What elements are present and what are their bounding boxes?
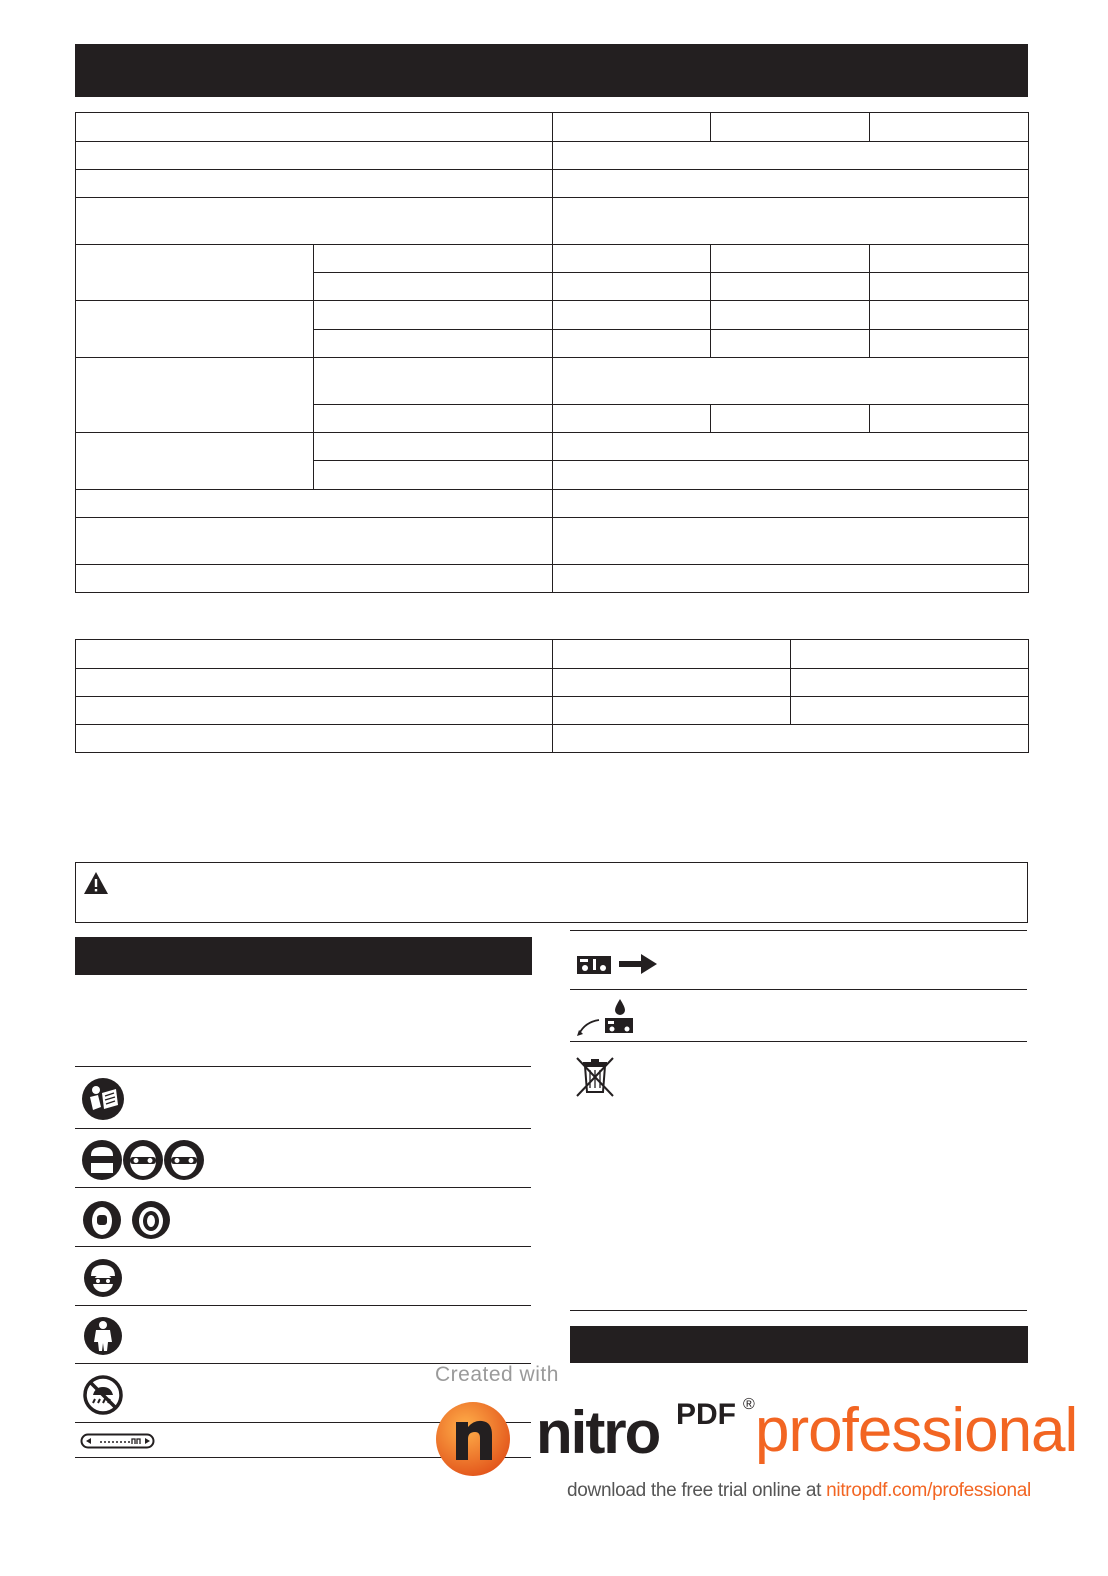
table-cell [76, 640, 553, 669]
divider [570, 930, 1027, 931]
table-cell [76, 198, 553, 245]
table-cell [76, 490, 553, 518]
table-cell [76, 565, 553, 593]
table-cell [711, 245, 870, 273]
table-cell [791, 697, 1029, 725]
battery-table [75, 639, 1029, 753]
watermark-registered: ® [743, 1396, 755, 1413]
table-cell [76, 170, 553, 198]
table-cell [711, 405, 870, 433]
table-cell [553, 113, 711, 142]
table-cell [870, 330, 1029, 358]
table-cell [314, 273, 553, 301]
watermark-brand: nitro [536, 1399, 660, 1466]
table-cell [870, 113, 1029, 142]
table-cell [711, 330, 870, 358]
watermark-product: professional [755, 1396, 1078, 1465]
table-cell [553, 330, 711, 358]
divider [75, 1066, 531, 1067]
table-cell [711, 273, 870, 301]
table-cell [76, 518, 553, 565]
table-cell [314, 358, 553, 405]
warning-box [75, 862, 1028, 923]
table-cell [791, 669, 1029, 697]
protective-clothing-icon [83, 1316, 123, 1356]
divider [75, 1128, 531, 1129]
divider [570, 1310, 1027, 1311]
table-cell [553, 669, 791, 697]
table-cell [553, 725, 1029, 753]
specifications-table [75, 112, 1029, 593]
section-bar [570, 1326, 1028, 1363]
table-cell [76, 301, 314, 358]
table-cell [76, 358, 314, 433]
table-cell [76, 433, 314, 490]
helmet-icon [83, 1258, 123, 1298]
table-cell [870, 405, 1029, 433]
table-cell [314, 330, 553, 358]
crossed-bin-icon [575, 1056, 615, 1098]
watermark-brand-super: PDF [676, 1398, 736, 1431]
table-cell [553, 301, 711, 330]
table-cell [553, 433, 1029, 461]
watermark-download-link[interactable]: nitropdf.com/professional [826, 1480, 1031, 1501]
table-cell [553, 490, 1029, 518]
table-cell [553, 640, 791, 669]
table-cell [870, 273, 1029, 301]
table-cell [76, 113, 553, 142]
table-cell [314, 461, 553, 490]
table-cell [711, 113, 870, 142]
eye-protection-icon [81, 1139, 205, 1181]
table-cell [314, 245, 553, 273]
table-cell [76, 142, 553, 170]
table-cell [76, 245, 314, 301]
warning-triangle-icon [83, 871, 109, 895]
table-cell [76, 725, 553, 753]
table-cell [791, 640, 1029, 669]
table-cell [553, 405, 711, 433]
table-cell [553, 697, 791, 725]
table-cell [314, 405, 553, 433]
divider [75, 1187, 531, 1188]
divider [570, 989, 1027, 990]
table-cell [553, 461, 1029, 490]
table-cell [870, 301, 1029, 330]
table-cell [870, 245, 1029, 273]
table-cell [553, 198, 1029, 245]
header-bar [75, 44, 1028, 97]
table-cell [314, 433, 553, 461]
watermark-download-prefix: download the free trial online at [567, 1480, 827, 1501]
nitro-logo-icon [434, 1400, 512, 1478]
table-cell [553, 170, 1029, 198]
oil-drop-icon [575, 998, 637, 1038]
read-manual-icon [81, 1077, 125, 1121]
battery-direction-icon [575, 950, 659, 978]
table-cell [553, 565, 1029, 593]
table-cell [76, 697, 553, 725]
watermark-created-with: Created with [435, 1363, 559, 1386]
divider [75, 1246, 531, 1247]
divider [75, 1305, 531, 1306]
table-cell [553, 273, 711, 301]
no-rain-icon [83, 1375, 123, 1415]
table-cell [553, 245, 711, 273]
table-cell [711, 301, 870, 330]
chain-bar-icon [80, 1432, 156, 1450]
divider [570, 1041, 1027, 1042]
hearing-protection-icon [81, 1199, 173, 1241]
watermark-download-text [567, 1480, 1031, 1502]
table-cell [314, 301, 553, 330]
table-cell [553, 358, 1029, 405]
table-cell [76, 669, 553, 697]
table-cell [553, 142, 1029, 170]
symbols-section-bar [75, 937, 532, 975]
table-cell [553, 518, 1029, 565]
